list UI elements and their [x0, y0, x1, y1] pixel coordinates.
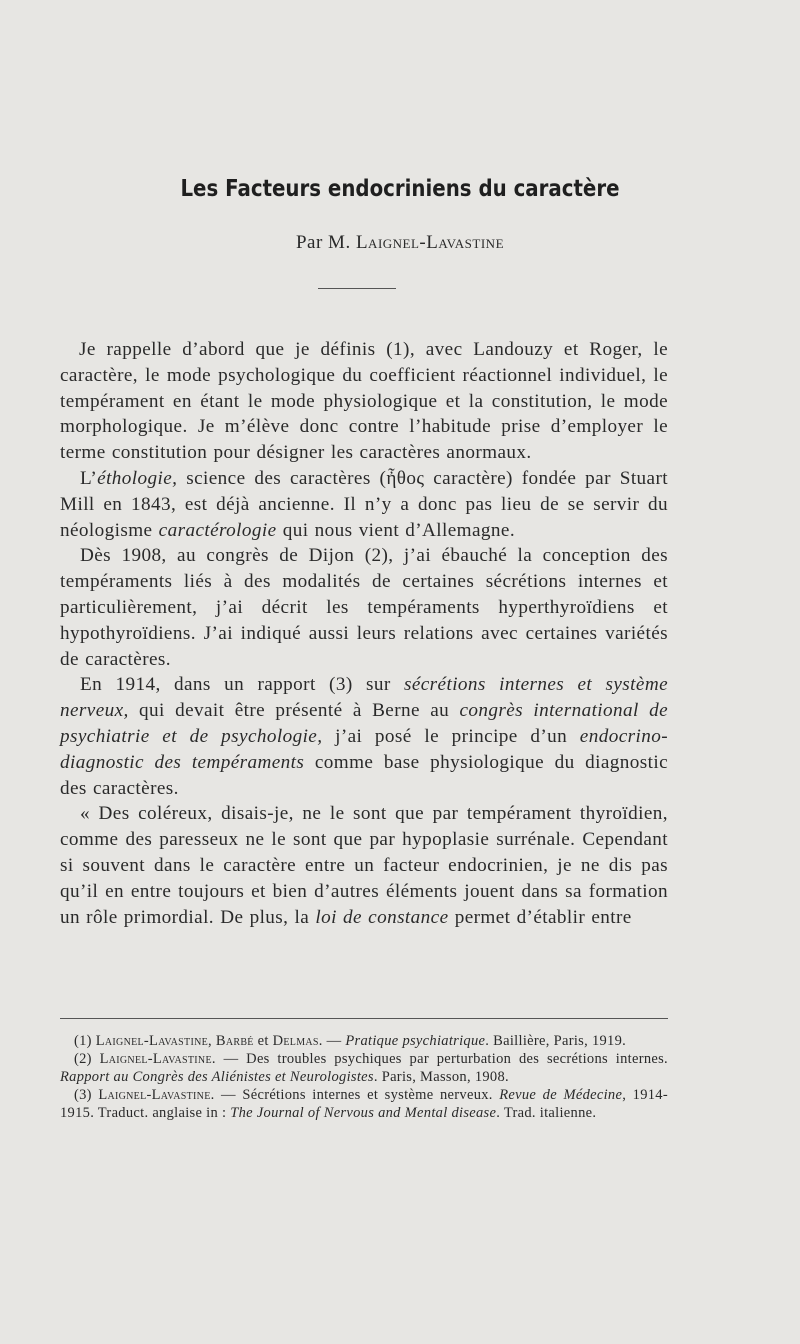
- italic-text: congrès international de psychiatrie et de psychologie,: [60, 700, 668, 747]
- text-run: Dès 1908, au congrès de Dijon (2), j’ai ébauché la conception des tempéraments liés à des modalités de certaines sécrétions internes et particulièrement, j’ai décrit les tempéraments hyperthyroïdiens et hypothyroïdiens. J’ai indiqué aussi leurs relations avec certaines variétés de caractères.: [60, 545, 668, 670]
- text-run: j’ai posé le principe d’un: [322, 725, 580, 747]
- text-run: . Baillière, Paris, 1919.: [485, 1033, 627, 1049]
- text-run: . Trad. italienne.: [496, 1105, 597, 1121]
- article-body: [60, 337, 668, 930]
- italic-text: Rapport au Congrès des Aliénistes et Neurologistes: [60, 1069, 374, 1085]
- italic-text: The Journal of Nervous and Mental disease: [230, 1105, 497, 1121]
- text-run: (1): [74, 1033, 96, 1049]
- italic-text: Pratique psychiatrique: [345, 1033, 486, 1049]
- text-run: . — Des troubles psychiques par perturbation des secrétions internes.: [211, 1051, 668, 1067]
- text-run: , 1914-1915. Traduct. anglaise in :: [60, 1087, 668, 1121]
- text-run: comme base physiologique du diagnostic des caractères.: [60, 751, 669, 799]
- body-paragraph: [60, 543, 668, 672]
- small-caps-text: Laignel-Lavastine: [99, 1051, 212, 1067]
- text-run: science des caractères (ἦθος caractère) fondée par Stuart Mill en 1843, est déjà ancienne. Il n’y a donc pas lieu de se servir du néologisme: [60, 467, 668, 541]
- text-run: L’: [80, 467, 98, 489]
- text-run: (2): [74, 1051, 100, 1067]
- text-run: En 1914, dans un rapport (3) sur: [80, 674, 404, 696]
- body-paragraph: [60, 801, 668, 930]
- text-run: Je rappelle d’abord que je définis (1), avec Landouzy et Roger, le caractère, le mode psychologique du coefficient réactionnel individuel, le tempérament en étant le mode physiologique et la constitution, le mode morphologique. Je m’élève donc contre l’habitude prise d’employer le terme constitution pour désigner les caractères anormaux.: [60, 339, 668, 464]
- footnote: [60, 1086, 668, 1122]
- text-run: (3): [74, 1087, 99, 1103]
- text-run: . — Sécrétions internes et système nerveux.: [210, 1087, 500, 1103]
- footnote-divider: [60, 1018, 668, 1019]
- italic-text: caractérologie: [158, 519, 277, 541]
- text-run: . Paris, Masson, 1908.: [373, 1069, 509, 1085]
- author-prefix: Par M.: [295, 232, 351, 253]
- italic-text: sécrétions internes et système nerveux,: [60, 674, 668, 722]
- italic-text: Revue de Médecine: [499, 1087, 623, 1103]
- article-title: Les Facteurs endocriniens du caractère: [180, 176, 620, 202]
- small-caps-text: Laignel-Lavastine: [98, 1087, 211, 1103]
- author-name: Laignel-Lavastine: [355, 232, 505, 253]
- author-line: [0, 232, 800, 254]
- footnotes: [60, 1032, 668, 1122]
- text-run: permet d’établir entre: [448, 906, 632, 928]
- small-caps-text: Delmas: [272, 1033, 319, 1049]
- body-paragraph: [60, 466, 668, 543]
- text-run: et: [253, 1033, 273, 1049]
- body-paragraph: [60, 672, 668, 801]
- small-caps-text: Laignel-Lavastine, Barbé: [95, 1033, 254, 1049]
- text-run: qui devait être présenté à Berne au: [128, 700, 460, 722]
- title-divider: [318, 288, 396, 289]
- italic-text: endocrino-diagnostic des tempéraments: [60, 725, 668, 773]
- text-run: « Des coléreux, disais-je, ne le sont que par tempérament thyroïdien, comme des paresseux ne le sont que par hypoplasie surrénale. Cependant si souvent dans le caractère entre un facteur endocrinien, je ne dis pas qu’il en entre toujours et bien d’autres éléments jouent dans sa formation un rôle primordial. De plus, la: [60, 803, 668, 928]
- footnote: [60, 1050, 668, 1086]
- body-paragraph: [60, 337, 668, 466]
- footnote: [60, 1032, 668, 1050]
- text-run: . —: [318, 1033, 346, 1049]
- italic-text: éthologie,: [97, 467, 178, 489]
- text-run: qui nous vient d’Allemagne.: [276, 519, 516, 541]
- italic-text: loi de constance: [315, 906, 449, 928]
